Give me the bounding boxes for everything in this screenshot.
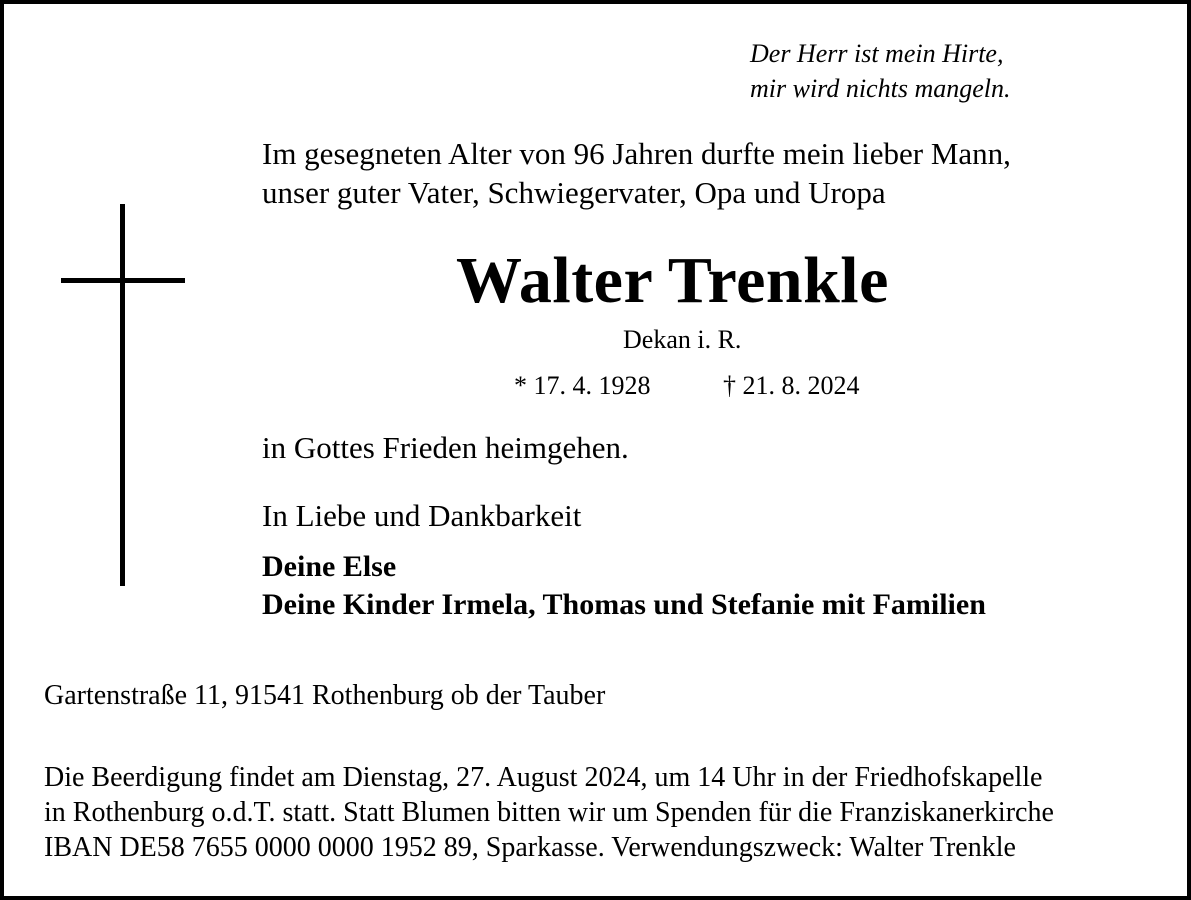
deceased-name: Walter Trenkle <box>456 244 889 317</box>
cross-vertical-bar <box>120 204 125 586</box>
intro-line-1: Im gesegneten Alter von 96 Jahren durfte mein lieber Mann, <box>262 136 1011 171</box>
funeral-line-3: IBAN DE58 7655 0000 0000 1952 89, Sparkasse. Verwendungszweck: Walter Trenkle <box>44 832 1016 863</box>
cross-horizontal-bar <box>61 278 185 283</box>
psalm-line-2: mir wird nichts mangeln. <box>750 74 1011 103</box>
gratitude-text: In Liebe und Dankbarkeit <box>262 498 582 533</box>
passing-text: in Gottes Frieden heimgehen. <box>262 430 629 465</box>
intro-line-2: unser guter Vater, Schwiegervater, Opa und Uropa <box>262 175 886 210</box>
birth-date: * 17. 4. 1928 <box>514 371 651 400</box>
mourner-children: Deine Kinder Irmela, Thomas und Stefanie mit Familien <box>262 588 986 621</box>
funeral-line-2: in Rothenburg o.d.T. statt. Statt Blumen bitten wir um Spenden für die Franziskanerkirche <box>44 797 1054 828</box>
address-line: Gartenstraße 11, 91541 Rothenburg ob der Tauber <box>44 680 606 711</box>
death-date: † 21. 8. 2024 <box>723 371 860 400</box>
deceased-title: Dekan i. R. <box>623 325 742 354</box>
mourner-spouse: Deine Else <box>262 550 397 583</box>
psalm-line-1: Der Herr ist mein Hirte, <box>750 39 1004 68</box>
funeral-line-1: Die Beerdigung findet am Dienstag, 27. August 2024, um 14 Uhr in der Friedhofskapelle <box>44 762 1043 793</box>
